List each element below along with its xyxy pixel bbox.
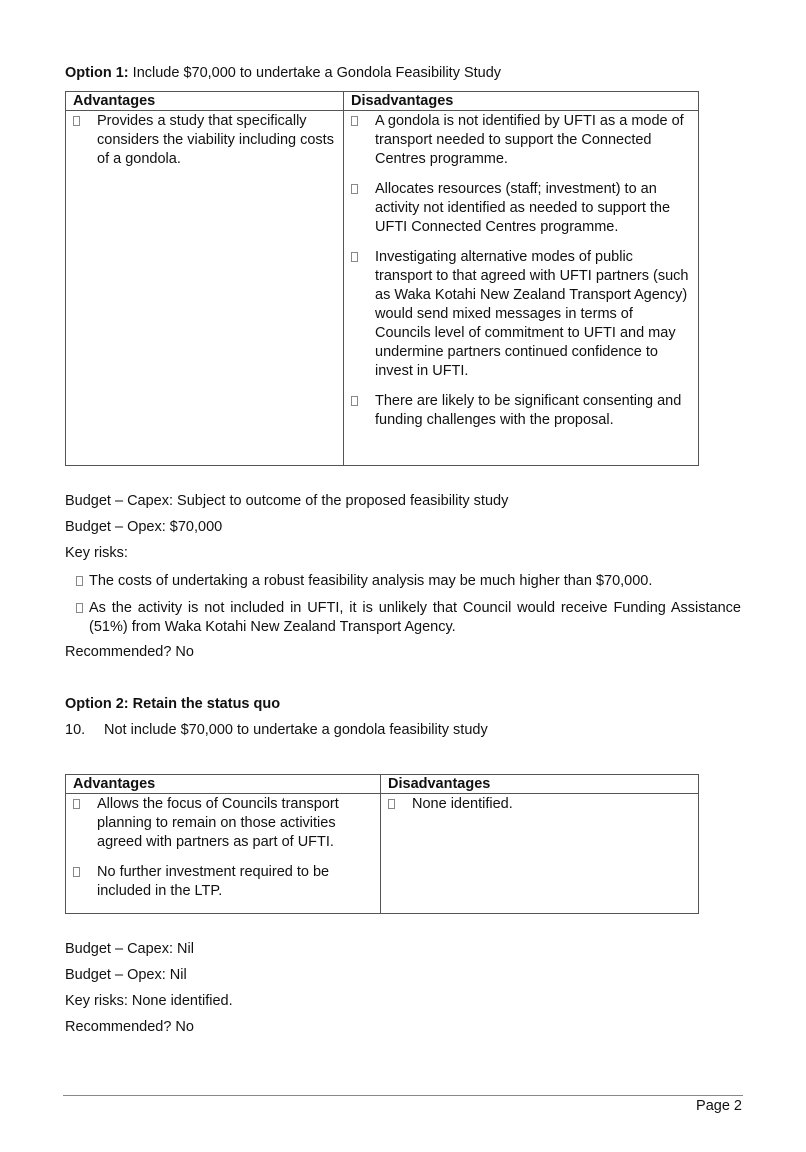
advantages-cell (66, 794, 381, 914)
list-item: No further investment required to be included in the LTP. (72, 863, 374, 901)
checkbox-glyph-icon (351, 396, 358, 406)
checkbox-glyph-icon (76, 603, 83, 613)
option2-capex: Budget – Capex: Nil (65, 941, 194, 957)
risk-item: As the activity is not included in UFTI, it is unlikely that Council would receive Funding Assistance (51%) from Waka Kotahi New Zealand Transport Agency. (89, 599, 741, 637)
checkbox-glyph-icon (351, 116, 358, 126)
footer-divider (63, 1095, 743, 1096)
option2-recommended: Recommended? No (65, 1019, 194, 1035)
checkbox-glyph-icon (351, 184, 358, 194)
checkbox-glyph-icon (388, 799, 395, 809)
risk-item: The costs of undertaking a robust feasibility analysis may be much higher than $70,000. (89, 572, 741, 591)
option1-recommended: Recommended? No (65, 644, 194, 660)
checkbox-glyph-icon (73, 799, 80, 809)
option1-table (65, 91, 699, 466)
list-item: Provides a study that specifically considers the viability including costs of a gondola. (72, 112, 337, 169)
list-item: A gondola is not identified by UFTI as a mode of transport needed to support the Connected Centres programme. (350, 112, 692, 169)
disadvantages-header: Disadvantages (381, 775, 699, 794)
option2-key-risks: Key risks: None identified. (65, 993, 233, 1009)
advantages-header: Advantages (66, 92, 344, 111)
option1-key-risks-label: Key risks: (65, 545, 128, 561)
list-item: Investigating alternative modes of public transport to that agreed with UFTI partners (such as Waka Kotahi New Zealand Transport Agency) would send mixed messages in terms of Councils level of commitment to UFTI and may undermine partners continued confidence to invest in UFTI. (350, 248, 692, 381)
advantages-cell (66, 111, 344, 466)
list-item: None identified. (387, 795, 692, 814)
list-item: Allocates resources (staff; investment) to an activity not identified as needed to support the UFTI Connected Centres programme. (350, 180, 692, 237)
list-item: Allows the focus of Councils transport planning to remain on those activities agreed with partners as part of UFTI. (72, 795, 374, 852)
option2-heading: Option 2: Retain the status quo (65, 696, 281, 712)
list-item: There are likely to be significant consenting and funding challenges with the proposal. (350, 392, 692, 430)
option1-opex: Budget – Opex: $70,000 (65, 519, 223, 535)
disadvantages-cell (344, 111, 699, 466)
option2-opex: Budget – Opex: Nil (65, 967, 187, 983)
checkbox-glyph-icon (76, 576, 83, 586)
checkbox-glyph-icon (73, 116, 80, 126)
disadvantages-cell (381, 794, 699, 914)
option2-table (65, 774, 699, 914)
disadvantages-header: Disadvantages (344, 92, 699, 111)
option1-heading: Option 1: Include $70,000 to undertake a Gondola Feasibility Study (65, 65, 502, 81)
checkbox-glyph-icon (351, 252, 358, 262)
option2-paragraph: 10. Not include $70,000 to undertake a gondola feasibility study (65, 722, 488, 738)
checkbox-glyph-icon (73, 867, 80, 877)
option1-capex: Budget – Capex: Subject to outcome of the proposed feasibility study (65, 493, 509, 509)
page-number: Page 2 (696, 1098, 742, 1114)
advantages-header: Advantages (66, 775, 381, 794)
